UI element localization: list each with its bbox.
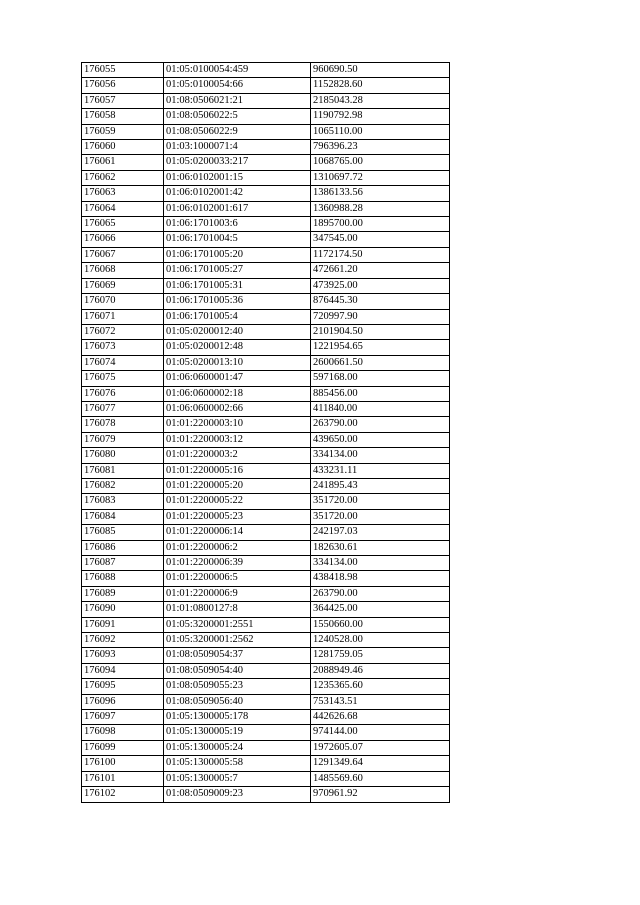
- value-cell: 1550660.00: [311, 617, 450, 632]
- table-row: [82, 170, 450, 185]
- cadastral-number-cell: 01:01:2200006:5: [164, 571, 311, 586]
- table-row: [82, 540, 450, 555]
- row-id-cell: 176078: [82, 417, 164, 432]
- value-cell: 597168.00: [311, 371, 450, 386]
- row-id-cell: 176077: [82, 401, 164, 416]
- value-cell: 1240528.00: [311, 633, 450, 648]
- row-id-cell: 176070: [82, 294, 164, 309]
- row-id-cell: 176084: [82, 509, 164, 524]
- table-row: [82, 710, 450, 725]
- table-row: [82, 525, 450, 540]
- cadastral-number-cell: 01:06:0600002:18: [164, 386, 311, 401]
- data-table: [81, 62, 450, 803]
- value-cell: 263790.00: [311, 417, 450, 432]
- cadastral-number-cell: 01:05:0100054:459: [164, 63, 311, 78]
- value-cell: 970961.92: [311, 787, 450, 802]
- row-id-cell: 176079: [82, 432, 164, 447]
- row-id-cell: 176064: [82, 201, 164, 216]
- value-cell: 1190792.98: [311, 109, 450, 124]
- table-row: [82, 324, 450, 339]
- cadastral-number-cell: 01:01:2200003:10: [164, 417, 311, 432]
- row-id-cell: 176082: [82, 478, 164, 493]
- table-row: [82, 556, 450, 571]
- table-row: [82, 201, 450, 216]
- cadastral-number-cell: 01:05:1300005:24: [164, 740, 311, 755]
- cadastral-number-cell: 01:08:0506021:21: [164, 93, 311, 108]
- row-id-cell: 176093: [82, 648, 164, 663]
- cadastral-number-cell: 01:06:1701005:4: [164, 309, 311, 324]
- value-cell: 472661.20: [311, 263, 450, 278]
- table-row: [82, 140, 450, 155]
- row-id-cell: 176091: [82, 617, 164, 632]
- value-cell: 885456.00: [311, 386, 450, 401]
- table-row: [82, 494, 450, 509]
- value-cell: 2600661.50: [311, 355, 450, 370]
- row-id-cell: 176061: [82, 155, 164, 170]
- cadastral-number-cell: 01:01:2200003:12: [164, 432, 311, 447]
- value-cell: 438418.98: [311, 571, 450, 586]
- table-row: [82, 478, 450, 493]
- cadastral-number-cell: 01:05:0200012:40: [164, 324, 311, 339]
- table-row: [82, 109, 450, 124]
- row-id-cell: 176096: [82, 694, 164, 709]
- table-row: [82, 617, 450, 632]
- table-row: [82, 648, 450, 663]
- table-row: [82, 679, 450, 694]
- table-row: [82, 463, 450, 478]
- cadastral-number-cell: 01:06:1701003:6: [164, 217, 311, 232]
- value-cell: 796396.23: [311, 140, 450, 155]
- cadastral-number-cell: 01:05:0100054:66: [164, 78, 311, 93]
- table-row: [82, 432, 450, 447]
- table-row: [82, 93, 450, 108]
- row-id-cell: 176076: [82, 386, 164, 401]
- row-id-cell: 176083: [82, 494, 164, 509]
- value-cell: 1068765.00: [311, 155, 450, 170]
- value-cell: 2088949.46: [311, 663, 450, 678]
- row-id-cell: 176066: [82, 232, 164, 247]
- value-cell: 182630.61: [311, 540, 450, 555]
- value-cell: 364425.00: [311, 602, 450, 617]
- table-row: [82, 771, 450, 786]
- table-row: [82, 448, 450, 463]
- cadastral-number-cell: 01:01:2200005:22: [164, 494, 311, 509]
- value-cell: 242197.03: [311, 525, 450, 540]
- row-id-cell: 176063: [82, 186, 164, 201]
- row-id-cell: 176055: [82, 63, 164, 78]
- value-cell: 753143.51: [311, 694, 450, 709]
- value-cell: 1281759.05: [311, 648, 450, 663]
- cadastral-number-cell: 01:06:1701005:31: [164, 278, 311, 293]
- row-id-cell: 176065: [82, 217, 164, 232]
- value-cell: 1972605.07: [311, 740, 450, 755]
- value-cell: 1221954.65: [311, 340, 450, 355]
- table-body: [82, 63, 450, 803]
- cadastral-number-cell: 01:01:2200006:9: [164, 586, 311, 601]
- table-row: [82, 417, 450, 432]
- cadastral-number-cell: 01:06:1701005:20: [164, 247, 311, 262]
- table-row: [82, 663, 450, 678]
- cadastral-number-cell: 01:05:1300005:7: [164, 771, 311, 786]
- value-cell: 1235365.60: [311, 679, 450, 694]
- value-cell: 411840.00: [311, 401, 450, 416]
- row-id-cell: 176099: [82, 740, 164, 755]
- table-row: [82, 247, 450, 262]
- cadastral-number-cell: 01:05:3200001:2562: [164, 633, 311, 648]
- cadastral-number-cell: 01:01:2200006:39: [164, 556, 311, 571]
- row-id-cell: 176097: [82, 710, 164, 725]
- row-id-cell: 176098: [82, 725, 164, 740]
- value-cell: 334134.00: [311, 448, 450, 463]
- table-row: [82, 371, 450, 386]
- row-id-cell: 176075: [82, 371, 164, 386]
- table-row: [82, 355, 450, 370]
- cadastral-number-cell: 01:01:2200006:2: [164, 540, 311, 555]
- value-cell: 433231.11: [311, 463, 450, 478]
- cadastral-number-cell: 01:08:0509056:40: [164, 694, 311, 709]
- row-id-cell: 176060: [82, 140, 164, 155]
- value-cell: 1386133.56: [311, 186, 450, 201]
- value-cell: 974144.00: [311, 725, 450, 740]
- table-row: [82, 509, 450, 524]
- cadastral-number-cell: 01:06:1701005:36: [164, 294, 311, 309]
- cadastral-number-cell: 01:06:1701005:27: [164, 263, 311, 278]
- table-row: [82, 155, 450, 170]
- cadastral-number-cell: 01:08:0509054:37: [164, 648, 311, 663]
- cadastral-number-cell: 01:05:0200013:10: [164, 355, 311, 370]
- cadastral-number-cell: 01:05:0200033:217: [164, 155, 311, 170]
- table-row: [82, 78, 450, 93]
- cadastral-number-cell: 01:01:0800127:8: [164, 602, 311, 617]
- table-row: [82, 401, 450, 416]
- table-row: [82, 263, 450, 278]
- table-row: [82, 756, 450, 771]
- row-id-cell: 176094: [82, 663, 164, 678]
- row-id-cell: 176089: [82, 586, 164, 601]
- row-id-cell: 176087: [82, 556, 164, 571]
- value-cell: 241895.43: [311, 478, 450, 493]
- value-cell: 720997.90: [311, 309, 450, 324]
- value-cell: 351720.00: [311, 509, 450, 524]
- value-cell: 960690.50: [311, 63, 450, 78]
- value-cell: 876445.30: [311, 294, 450, 309]
- value-cell: 1310697.72: [311, 170, 450, 185]
- row-id-cell: 176056: [82, 78, 164, 93]
- table-row: [82, 309, 450, 324]
- table-row: [82, 787, 450, 802]
- row-id-cell: 176058: [82, 109, 164, 124]
- row-id-cell: 176074: [82, 355, 164, 370]
- table-row: [82, 340, 450, 355]
- row-id-cell: 176057: [82, 93, 164, 108]
- row-id-cell: 176071: [82, 309, 164, 324]
- value-cell: 351720.00: [311, 494, 450, 509]
- table-row: [82, 694, 450, 709]
- cadastral-number-cell: 01:01:2200003:2: [164, 448, 311, 463]
- cadastral-number-cell: 01:06:0102001:15: [164, 170, 311, 185]
- cadastral-number-cell: 01:01:2200006:14: [164, 525, 311, 540]
- row-id-cell: 176085: [82, 525, 164, 540]
- row-id-cell: 176086: [82, 540, 164, 555]
- value-cell: 2101904.50: [311, 324, 450, 339]
- table-row: [82, 186, 450, 201]
- value-cell: 347545.00: [311, 232, 450, 247]
- table-row: [82, 602, 450, 617]
- row-id-cell: 176092: [82, 633, 164, 648]
- cadastral-number-cell: 01:05:0200012:48: [164, 340, 311, 355]
- cadastral-number-cell: 01:01:2200005:16: [164, 463, 311, 478]
- row-id-cell: 176062: [82, 170, 164, 185]
- row-id-cell: 176080: [82, 448, 164, 463]
- value-cell: 1172174.50: [311, 247, 450, 262]
- cadastral-number-cell: 01:01:2200005:23: [164, 509, 311, 524]
- cadastral-number-cell: 01:06:0600002:66: [164, 401, 311, 416]
- table-row: [82, 217, 450, 232]
- cadastral-number-cell: 01:05:1300005:19: [164, 725, 311, 740]
- row-id-cell: 176072: [82, 324, 164, 339]
- row-id-cell: 176102: [82, 787, 164, 802]
- value-cell: 439650.00: [311, 432, 450, 447]
- row-id-cell: 176059: [82, 124, 164, 139]
- row-id-cell: 176067: [82, 247, 164, 262]
- value-cell: 1291349.64: [311, 756, 450, 771]
- cadastral-number-cell: 01:08:0506022:9: [164, 124, 311, 139]
- value-cell: 263790.00: [311, 586, 450, 601]
- table-row: [82, 740, 450, 755]
- value-cell: 2185043.28: [311, 93, 450, 108]
- row-id-cell: 176081: [82, 463, 164, 478]
- value-cell: 334134.00: [311, 556, 450, 571]
- table-row: [82, 586, 450, 601]
- cadastral-number-cell: 01:06:1701004:5: [164, 232, 311, 247]
- cadastral-number-cell: 01:01:2200005:20: [164, 478, 311, 493]
- value-cell: 442626.68: [311, 710, 450, 725]
- row-id-cell: 176069: [82, 278, 164, 293]
- row-id-cell: 176090: [82, 602, 164, 617]
- cadastral-number-cell: 01:05:3200001:2551: [164, 617, 311, 632]
- value-cell: 473925.00: [311, 278, 450, 293]
- row-id-cell: 176095: [82, 679, 164, 694]
- cadastral-number-cell: 01:03:1000071:4: [164, 140, 311, 155]
- cadastral-number-cell: 01:05:1300005:58: [164, 756, 311, 771]
- table-row: [82, 725, 450, 740]
- cadastral-number-cell: 01:08:0509009:23: [164, 787, 311, 802]
- value-cell: 1065110.00: [311, 124, 450, 139]
- cadastral-number-cell: 01:06:0102001:42: [164, 186, 311, 201]
- cadastral-number-cell: 01:06:0102001:617: [164, 201, 311, 216]
- table-row: [82, 232, 450, 247]
- value-cell: 1360988.28: [311, 201, 450, 216]
- cadastral-number-cell: 01:08:0509055:23: [164, 679, 311, 694]
- cadastral-number-cell: 01:05:1300005:178: [164, 710, 311, 725]
- value-cell: 1485569.60: [311, 771, 450, 786]
- row-id-cell: 176068: [82, 263, 164, 278]
- table-row: [82, 633, 450, 648]
- row-id-cell: 176100: [82, 756, 164, 771]
- table-row: [82, 124, 450, 139]
- table-row: [82, 386, 450, 401]
- cadastral-number-cell: 01:08:0506022:5: [164, 109, 311, 124]
- table-row: [82, 294, 450, 309]
- table-row: [82, 571, 450, 586]
- value-cell: 1895700.00: [311, 217, 450, 232]
- table-row: [82, 63, 450, 78]
- table-row: [82, 278, 450, 293]
- row-id-cell: 176101: [82, 771, 164, 786]
- value-cell: 1152828.60: [311, 78, 450, 93]
- cadastral-number-cell: 01:08:0509054:40: [164, 663, 311, 678]
- row-id-cell: 176088: [82, 571, 164, 586]
- cadastral-number-cell: 01:06:0600001:47: [164, 371, 311, 386]
- row-id-cell: 176073: [82, 340, 164, 355]
